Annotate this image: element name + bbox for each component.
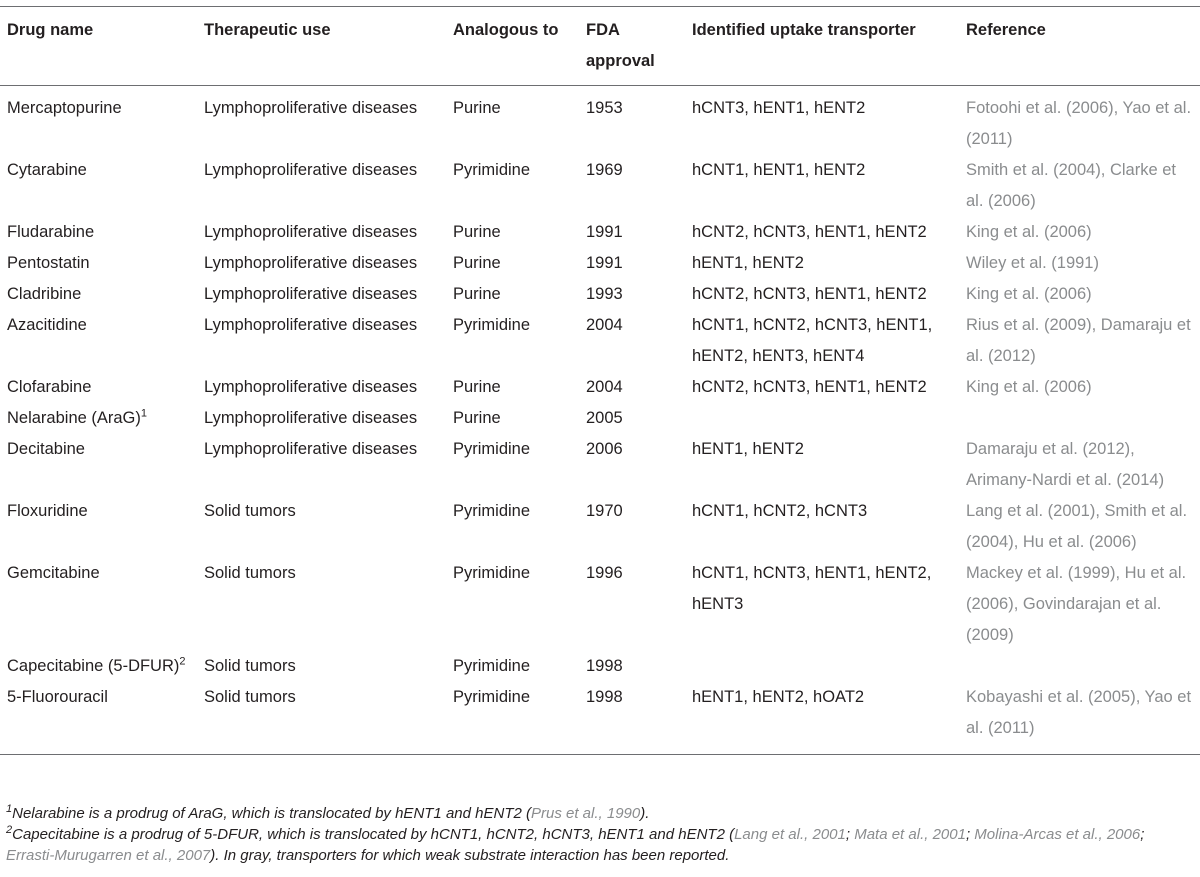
cell-analogous-to-text: Purine (453, 99, 501, 117)
cell-fda-approval (586, 496, 692, 558)
cell-analogous-to (453, 682, 586, 755)
footnotes (6, 803, 1196, 866)
cell-drug-name (0, 372, 204, 403)
cell-drug-name-text: Cladribine (7, 285, 82, 303)
footnote-2-sep-3: ; (1140, 826, 1145, 843)
cell-uptake-transporter (692, 403, 966, 434)
cell-analogous-to-text: Pyrimidine (453, 502, 531, 520)
cell-drug-name-text: Gemcitabine (7, 564, 100, 582)
cell-analogous-to-text: Purine (453, 378, 501, 396)
cell-reference-text: Damaraju et al. (2012), Arimany-Nardi et al. (2014) (966, 440, 1165, 489)
cell-analogous-to (453, 434, 586, 496)
header-uptake-transporter: Identified uptake transporter (692, 7, 966, 86)
cell-reference (966, 279, 1200, 310)
cell-therapeutic-use (204, 496, 453, 558)
table-row (0, 682, 1200, 755)
cell-analogous-to (453, 310, 586, 372)
cell-fda-approval-text: 1970 (586, 502, 623, 520)
cell-therapeutic-use-text: Lymphoproliferative diseases (204, 316, 418, 334)
footnote-2-mark: 2 (6, 824, 13, 836)
cell-reference (966, 86, 1200, 156)
cell-reference (966, 434, 1200, 496)
cell-reference-text: Fotoohi et al. (2006), Yao et al. (2011) (966, 99, 1192, 148)
footnote-2 (6, 824, 1196, 866)
cell-drug-name (0, 651, 204, 682)
cell-therapeutic-use (204, 651, 453, 682)
footnote-1-text: Nelarabine is a prodrug of AraG, which is translocated by hENT1 and hENT2 ( (12, 805, 531, 822)
cell-drug-name-text: Mercaptopurine (7, 99, 122, 117)
cell-analogous-to-text: Pyrimidine (453, 688, 531, 706)
cell-reference (966, 310, 1200, 372)
cell-therapeutic-use (204, 434, 453, 496)
cell-analogous-to (453, 86, 586, 156)
cell-reference-text: Wiley et al. (1991) (966, 254, 1099, 272)
cell-drug-name-text: Capecitabine (5-DFUR) (7, 657, 180, 675)
cell-reference (966, 558, 1200, 651)
cell-drug-name (0, 86, 204, 156)
cell-therapeutic-use-text: Lymphoproliferative diseases (204, 378, 418, 396)
cell-fda-approval (586, 310, 692, 372)
table-body (0, 86, 1200, 755)
footnote-2-end: ). In gray, transporters for which weak substrate interaction has been reported. (210, 847, 730, 864)
footnote-1-end: ). (640, 805, 650, 822)
cell-therapeutic-use-text: Solid tumors (204, 564, 296, 582)
cell-analogous-to-text: Pyrimidine (453, 161, 531, 179)
cell-reference (966, 155, 1200, 217)
header-drug-name: Drug name (0, 7, 204, 86)
cell-uptake-transporter-text: hENT1, hENT2 (692, 440, 804, 458)
cell-fda-approval (586, 434, 692, 496)
cell-reference (966, 682, 1200, 755)
cell-uptake-transporter (692, 558, 966, 651)
cell-drug-name (0, 155, 204, 217)
cell-fda-approval-text: 2006 (586, 440, 623, 458)
cell-uptake-transporter (692, 496, 966, 558)
cell-therapeutic-use (204, 403, 453, 434)
cell-uptake-transporter-text: hENT1, hENT2 (692, 254, 804, 272)
cell-reference-text: Smith et al. (2004), Clarke et al. (2006) (966, 161, 1177, 210)
cell-analogous-to-text: Purine (453, 285, 501, 303)
cell-uptake-transporter (692, 651, 966, 682)
footnote-2-sep-2: ; (965, 826, 975, 843)
table-row (0, 434, 1200, 496)
header-therapeutic-use: Therapeutic use (204, 7, 453, 86)
cell-drug-name-text: Decitabine (7, 440, 85, 458)
cell-reference-text: King et al. (2006) (966, 223, 1092, 241)
cell-fda-approval-text: 1993 (586, 285, 623, 303)
cell-drug-name (0, 558, 204, 651)
cell-drug-name-text: Cytarabine (7, 161, 87, 179)
cell-fda-approval (586, 682, 692, 755)
cell-uptake-transporter (692, 155, 966, 217)
cell-uptake-transporter-text: hCNT1, hCNT2, hCNT3 (692, 502, 868, 520)
table-row (0, 155, 1200, 217)
table-row (0, 217, 1200, 248)
cell-reference-text: Lang et al. (2001), Smith et al. (2004), Hu et al. (2006) (966, 502, 1188, 551)
cell-fda-approval (586, 155, 692, 217)
cell-therapeutic-use (204, 86, 453, 156)
cell-fda-approval-text: 2004 (586, 316, 623, 334)
table-header (0, 7, 1200, 86)
cell-uptake-transporter-text: hCNT2, hCNT3, hENT1, hENT2 (692, 285, 927, 303)
cell-therapeutic-use (204, 558, 453, 651)
cell-fda-approval (586, 279, 692, 310)
cell-therapeutic-use (204, 682, 453, 755)
cell-drug-name-text: Floxuridine (7, 502, 88, 520)
footnote-2-ref-2: Mata et al., 2001 (854, 826, 966, 843)
cell-reference (966, 496, 1200, 558)
cell-analogous-to (453, 496, 586, 558)
cell-therapeutic-use-text: Lymphoproliferative diseases (204, 440, 418, 458)
cell-fda-approval-text: 1991 (586, 223, 623, 241)
table-row (0, 372, 1200, 403)
cell-therapeutic-use (204, 248, 453, 279)
cell-reference (966, 372, 1200, 403)
table-row (0, 651, 1200, 682)
header-reference: Reference (966, 7, 1200, 86)
table-row (0, 403, 1200, 434)
cell-analogous-to (453, 403, 586, 434)
table-row (0, 310, 1200, 372)
cell-analogous-to-text: Pyrimidine (453, 316, 531, 334)
cell-reference (966, 217, 1200, 248)
cell-fda-approval-text: 1996 (586, 564, 623, 582)
footnote-2-ref-4: Errasti-Murugarren et al., 2007 (6, 847, 211, 864)
cell-therapeutic-use (204, 279, 453, 310)
cell-reference (966, 403, 1200, 434)
cell-analogous-to (453, 558, 586, 651)
footnote-marker: 1 (140, 407, 148, 420)
cell-drug-name (0, 279, 204, 310)
cell-analogous-to-text: Pyrimidine (453, 440, 531, 458)
cell-drug-name (0, 496, 204, 558)
cell-analogous-to-text: Pyrimidine (453, 564, 531, 582)
cell-uptake-transporter (692, 682, 966, 755)
cell-analogous-to-text: Purine (453, 223, 501, 241)
cell-fda-approval-text: 1953 (586, 99, 623, 117)
cell-fda-approval (586, 403, 692, 434)
cell-therapeutic-use (204, 372, 453, 403)
footnote-1 (6, 803, 1196, 824)
cell-uptake-transporter-text: hCNT1, hCNT2, hCNT3, hENT1, hENT2, hENT3, hENT4 (692, 316, 933, 365)
cell-fda-approval-text: 2004 (586, 378, 623, 396)
footnote-marker: 2 (179, 655, 186, 668)
cell-reference-text: Kobayashi et al. (2005), Yao et al. (2011) (966, 688, 1192, 737)
cell-drug-name-text: Fludarabine (7, 223, 95, 241)
header-fda-approval: FDA approval (586, 7, 692, 86)
cell-drug-name (0, 217, 204, 248)
cell-analogous-to-text: Pyrimidine (453, 657, 531, 675)
cell-drug-name-text: Azacitidine (7, 316, 87, 334)
cell-therapeutic-use-text: Solid tumors (204, 657, 296, 675)
cell-analogous-to (453, 217, 586, 248)
table-row (0, 558, 1200, 651)
cell-therapeutic-use-text: Solid tumors (204, 502, 296, 520)
cell-uptake-transporter (692, 248, 966, 279)
cell-reference-text: King et al. (2006) (966, 285, 1092, 303)
cell-drug-name-text: 5-Fluorouracil (7, 688, 108, 706)
cell-uptake-transporter-text: hCNT1, hCNT3, hENT1, hENT2, hENT3 (692, 564, 932, 613)
cell-analogous-to-text: Purine (453, 409, 501, 427)
cell-therapeutic-use-text: Lymphoproliferative diseases (204, 161, 418, 179)
cell-fda-approval (586, 86, 692, 156)
table-row (0, 86, 1200, 156)
cell-therapeutic-use-text: Lymphoproliferative diseases (204, 99, 418, 117)
cell-analogous-to (453, 372, 586, 403)
footnote-1-ref: Prus et al., 1990 (531, 805, 641, 822)
cell-fda-approval-text: 2005 (586, 409, 623, 427)
cell-uptake-transporter-text: hENT1, hENT2, hOAT2 (692, 688, 865, 706)
cell-therapeutic-use (204, 155, 453, 217)
cell-drug-name (0, 434, 204, 496)
cell-uptake-transporter (692, 217, 966, 248)
cell-fda-approval-text: 1998 (586, 688, 623, 706)
header-analogous-to: Analogous to (453, 7, 586, 86)
cell-fda-approval (586, 558, 692, 651)
table-row (0, 496, 1200, 558)
cell-drug-name-text: Nelarabine (AraG) (7, 409, 141, 427)
cell-therapeutic-use (204, 310, 453, 372)
cell-analogous-to (453, 155, 586, 217)
cell-uptake-transporter (692, 310, 966, 372)
cell-drug-name-text: Pentostatin (7, 254, 90, 272)
cell-uptake-transporter (692, 86, 966, 156)
footnote-2-text: Capecitabine is a prodrug of 5-DFUR, which is translocated by hCNT1, hCNT2, hCNT3, hENT1 and hENT2 ( (12, 826, 735, 843)
cell-fda-approval (586, 248, 692, 279)
cell-therapeutic-use-text: Lymphoproliferative diseases (204, 254, 418, 272)
cell-therapeutic-use-text: Lymphoproliferative diseases (204, 409, 418, 427)
footnote-2-ref-3: Molina-Arcas et al., 2006 (974, 826, 1141, 843)
cell-uptake-transporter (692, 434, 966, 496)
cell-fda-approval (586, 217, 692, 248)
cell-uptake-transporter (692, 372, 966, 403)
cell-reference (966, 248, 1200, 279)
cell-uptake-transporter (692, 279, 966, 310)
cell-uptake-transporter-text: hCNT3, hENT1, hENT2 (692, 99, 866, 117)
cell-reference (966, 651, 1200, 682)
cell-analogous-to (453, 651, 586, 682)
cell-fda-approval-text: 1998 (586, 657, 623, 675)
cell-drug-name (0, 248, 204, 279)
cell-reference-text: King et al. (2006) (966, 378, 1092, 396)
cell-drug-name (0, 403, 204, 434)
drug-transporter-table (0, 6, 1200, 755)
cell-therapeutic-use-text: Lymphoproliferative diseases (204, 223, 418, 241)
footnote-1-mark: 1 (6, 803, 13, 815)
cell-therapeutic-use (204, 217, 453, 248)
cell-therapeutic-use-text: Solid tumors (204, 688, 296, 706)
cell-reference-text: Rius et al. (2009), Damaraju et al. (2012) (966, 316, 1191, 365)
table-row (0, 279, 1200, 310)
cell-analogous-to (453, 279, 586, 310)
cell-drug-name (0, 682, 204, 755)
cell-reference-text: Mackey et al. (1999), Hu et al. (2006), Govindarajan et al. (2009) (966, 564, 1187, 644)
cell-uptake-transporter-text: hCNT1, hENT1, hENT2 (692, 161, 866, 179)
cell-drug-name-text: Clofarabine (7, 378, 92, 396)
cell-fda-approval (586, 372, 692, 403)
cell-uptake-transporter-text: hCNT2, hCNT3, hENT1, hENT2 (692, 223, 927, 241)
cell-fda-approval-text: 1991 (586, 254, 623, 272)
cell-analogous-to-text: Purine (453, 254, 501, 272)
cell-fda-approval (586, 651, 692, 682)
table-row (0, 248, 1200, 279)
cell-therapeutic-use-text: Lymphoproliferative diseases (204, 285, 418, 303)
cell-fda-approval-text: 1969 (586, 161, 623, 179)
footnote-2-ref-1: Lang et al., 2001 (734, 826, 846, 843)
cell-uptake-transporter-text: hCNT2, hCNT3, hENT1, hENT2 (692, 378, 927, 396)
cell-drug-name (0, 310, 204, 372)
cell-analogous-to (453, 248, 586, 279)
footnote-2-sep-1: ; (845, 826, 855, 843)
